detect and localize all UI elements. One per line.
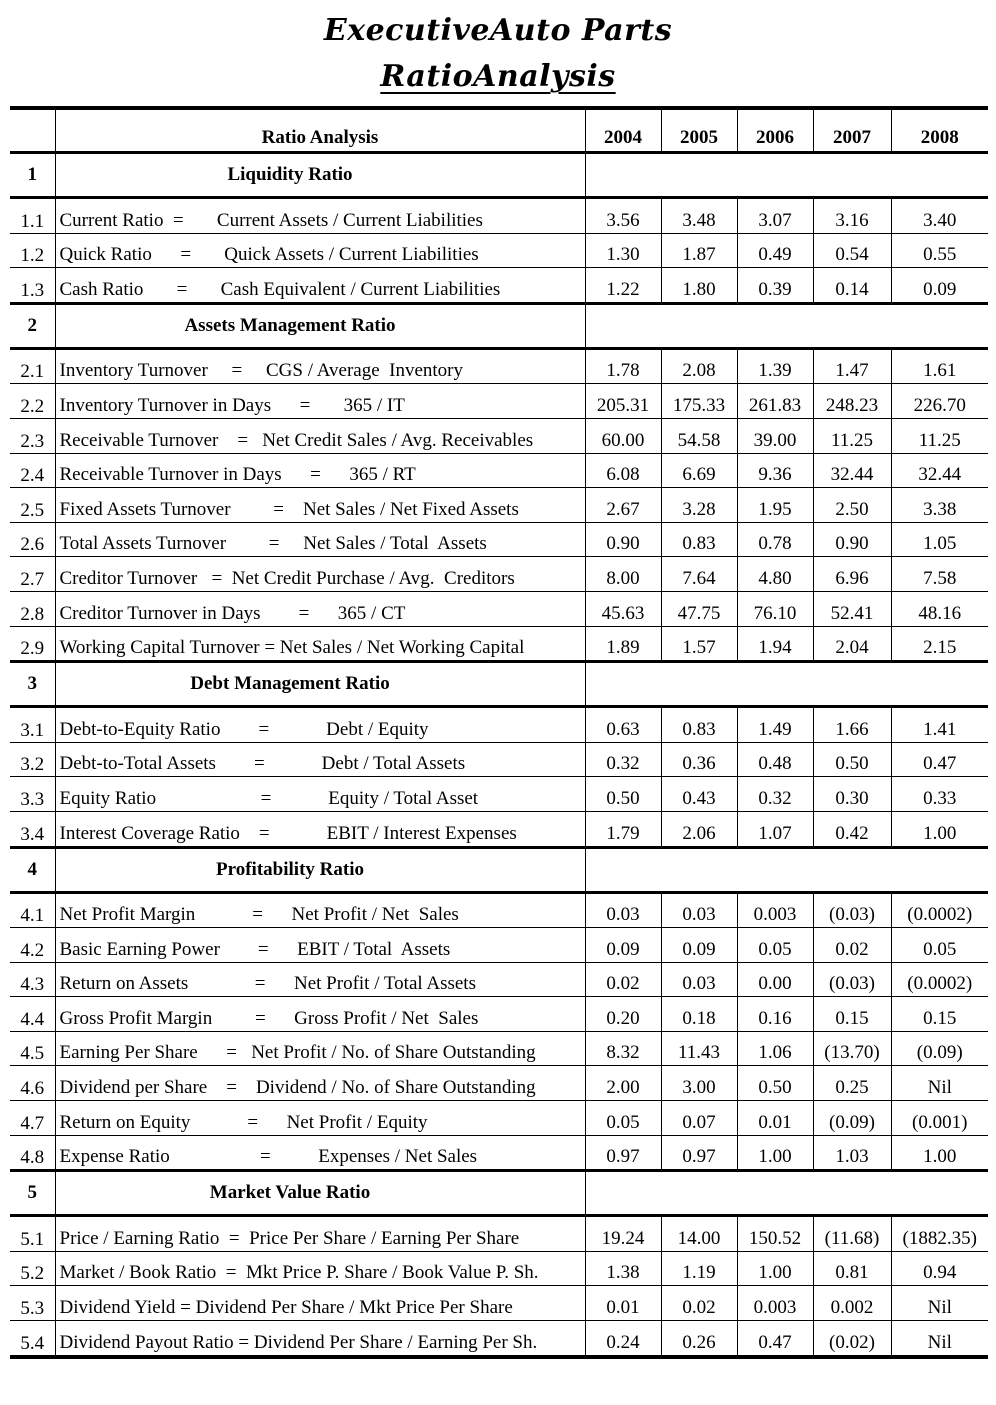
value-2004: 2.67 <box>585 488 661 523</box>
ratio-formula: Debt-to-Equity Ratio = Debt / Equity <box>55 707 585 743</box>
value-2008: 0.33 <box>891 777 988 812</box>
ratio-formula: Current Ratio = Current Assets / Current Liabilities <box>55 198 585 234</box>
ratio-formula: Dividend Yield = Dividend Per Share / Mkt Price Per Share <box>55 1286 585 1321</box>
table-row <box>10 557 988 592</box>
value-2005: 0.26 <box>661 1321 737 1357</box>
value-2007: 0.15 <box>813 997 891 1032</box>
row-number: 4.8 <box>10 1135 55 1171</box>
value-2005: 0.07 <box>661 1101 737 1136</box>
table-row <box>10 1216 988 1252</box>
value-2007: 0.25 <box>813 1066 891 1101</box>
value-2008: 0.09 <box>891 268 988 304</box>
table-row <box>10 348 988 384</box>
value-2004: 8.00 <box>585 557 661 592</box>
row-number: 2.5 <box>10 488 55 523</box>
table-row <box>10 777 988 812</box>
value-2005: 0.97 <box>661 1135 737 1171</box>
value-2005: 0.09 <box>661 928 737 963</box>
value-2008: Nil <box>891 1321 988 1357</box>
value-2005: 0.03 <box>661 892 737 928</box>
table-row <box>10 1031 988 1066</box>
value-2004: 3.56 <box>585 198 661 234</box>
ratio-formula: Price / Earning Ratio = Price Per Share / Earning Per Share <box>55 1216 585 1252</box>
value-2007: 0.02 <box>813 928 891 963</box>
value-2008: 3.40 <box>891 198 988 234</box>
table-row <box>10 198 988 234</box>
header-year-2006: 2006 <box>737 108 813 153</box>
ratio-formula: Cash Ratio = Cash Equivalent / Current Liabilities <box>55 268 585 304</box>
table-row <box>10 707 988 743</box>
value-2004: 0.24 <box>585 1321 661 1357</box>
value-2006: 0.47 <box>737 1321 813 1357</box>
value-2007: 0.54 <box>813 233 891 268</box>
value-2008: 32.44 <box>891 453 988 488</box>
value-2005: 1.80 <box>661 268 737 304</box>
value-2004: 6.08 <box>585 453 661 488</box>
value-2004: 0.32 <box>585 742 661 777</box>
row-number: 2.4 <box>10 453 55 488</box>
value-2007: 3.16 <box>813 198 891 234</box>
section-blank-cell <box>585 153 988 198</box>
value-2005: 0.83 <box>661 522 737 557</box>
value-2007: 248.23 <box>813 384 891 419</box>
value-2006: 0.50 <box>737 1066 813 1101</box>
value-2006: 0.003 <box>737 892 813 928</box>
value-2005: 3.00 <box>661 1066 737 1101</box>
value-2008: 2.15 <box>891 626 988 662</box>
value-2007: 1.03 <box>813 1135 891 1171</box>
table-row <box>10 418 988 453</box>
value-2004: 1.89 <box>585 626 661 662</box>
document-title: ExecutiveAuto Parts <box>323 13 673 48</box>
table-row <box>10 1321 988 1357</box>
value-2007: (0.02) <box>813 1321 891 1357</box>
table-row <box>10 1066 988 1101</box>
section-number: 4 <box>10 847 55 892</box>
value-2007: 0.90 <box>813 522 891 557</box>
row-number: 2.2 <box>10 384 55 419</box>
value-2007: 0.81 <box>813 1251 891 1286</box>
value-2005: 7.64 <box>661 557 737 592</box>
value-2005: 2.08 <box>661 348 737 384</box>
value-2008: (0.001) <box>891 1101 988 1136</box>
value-2006: 0.49 <box>737 233 813 268</box>
value-2005: 11.43 <box>661 1031 737 1066</box>
value-2006: 0.01 <box>737 1101 813 1136</box>
value-2008: (0.0002) <box>891 962 988 997</box>
row-number: 2.7 <box>10 557 55 592</box>
value-2006: 4.80 <box>737 557 813 592</box>
row-number: 1.2 <box>10 233 55 268</box>
value-2006: 0.00 <box>737 962 813 997</box>
value-2006: 1.39 <box>737 348 813 384</box>
value-2008: 48.16 <box>891 591 988 626</box>
header-year-2008: 2008 <box>891 108 988 153</box>
value-2004: 0.03 <box>585 892 661 928</box>
section-blank-cell <box>585 662 988 707</box>
value-2004: 19.24 <box>585 1216 661 1252</box>
ratio-formula: Gross Profit Margin = Gross Profit / Net Sales <box>55 997 585 1032</box>
section-title: Profitability Ratio <box>55 847 585 892</box>
value-2008: 226.70 <box>891 384 988 419</box>
row-number: 4.3 <box>10 962 55 997</box>
value-2004: 0.97 <box>585 1135 661 1171</box>
value-2006: 76.10 <box>737 591 813 626</box>
ratio-formula: Market / Book Ratio = Mkt Price P. Share / Book Value P. Sh. <box>55 1251 585 1286</box>
ratio-analysis-table <box>10 106 988 1359</box>
value-2008: 1.41 <box>891 707 988 743</box>
table-row <box>10 742 988 777</box>
ratio-formula: Equity Ratio = Equity / Total Asset <box>55 777 585 812</box>
ratio-formula: Receivable Turnover in Days = 365 / RT <box>55 453 585 488</box>
table-header-row <box>10 108 988 153</box>
table-row <box>10 268 988 304</box>
value-2006: 0.48 <box>737 742 813 777</box>
value-2006: 1.00 <box>737 1251 813 1286</box>
value-2007: (0.03) <box>813 962 891 997</box>
ratio-formula: Working Capital Turnover = Net Sales / Net Working Capital <box>55 626 585 662</box>
row-number: 4.1 <box>10 892 55 928</box>
value-2007: (11.68) <box>813 1216 891 1252</box>
value-2007: 2.04 <box>813 626 891 662</box>
row-number: 5.4 <box>10 1321 55 1357</box>
value-2006: 9.36 <box>737 453 813 488</box>
value-2006: 0.78 <box>737 522 813 557</box>
section-row <box>10 1171 988 1216</box>
value-2007: (0.03) <box>813 892 891 928</box>
value-2004: 1.78 <box>585 348 661 384</box>
header-year-2007: 2007 <box>813 108 891 153</box>
section-number: 2 <box>10 303 55 348</box>
ratio-formula: Basic Earning Power = EBIT / Total Assets <box>55 928 585 963</box>
ratio-formula: Creditor Turnover in Days = 365 / CT <box>55 591 585 626</box>
value-2008: 1.00 <box>891 1135 988 1171</box>
row-number: 5.3 <box>10 1286 55 1321</box>
ratio-formula: Net Profit Margin = Net Profit / Net Sales <box>55 892 585 928</box>
table-row <box>10 997 988 1032</box>
value-2004: 2.00 <box>585 1066 661 1101</box>
section-title: Debt Management Ratio <box>55 662 585 707</box>
value-2008: 3.38 <box>891 488 988 523</box>
ratio-formula: Creditor Turnover = Net Credit Purchase / Avg. Creditors <box>55 557 585 592</box>
value-2008: (0.0002) <box>891 892 988 928</box>
value-2005: 0.02 <box>661 1286 737 1321</box>
row-number: 2.1 <box>10 348 55 384</box>
value-2005: 175.33 <box>661 384 737 419</box>
value-2008: 0.55 <box>891 233 988 268</box>
row-number: 1.3 <box>10 268 55 304</box>
ratio-formula: Dividend Payout Ratio = Dividend Per Share / Earning Per Sh. <box>55 1321 585 1357</box>
section-title: Liquidity Ratio <box>55 153 585 198</box>
value-2004: 0.63 <box>585 707 661 743</box>
row-number: 2.3 <box>10 418 55 453</box>
table-row <box>10 1101 988 1136</box>
value-2008: (1882.35) <box>891 1216 988 1252</box>
value-2008: 1.61 <box>891 348 988 384</box>
table-row <box>10 626 988 662</box>
header-no-cell <box>10 108 55 153</box>
value-2004: 0.02 <box>585 962 661 997</box>
section-row <box>10 303 988 348</box>
value-2006: 1.06 <box>737 1031 813 1066</box>
header-year-2004: 2004 <box>585 108 661 153</box>
value-2007: 0.14 <box>813 268 891 304</box>
value-2005: 0.43 <box>661 777 737 812</box>
value-2007: 32.44 <box>813 453 891 488</box>
value-2006: 39.00 <box>737 418 813 453</box>
table-row <box>10 962 988 997</box>
ratio-formula: Earning Per Share = Net Profit / No. of Share Outstanding <box>55 1031 585 1066</box>
value-2005: 2.06 <box>661 811 737 847</box>
value-2008: (0.09) <box>891 1031 988 1066</box>
ratio-formula: Return on Assets = Net Profit / Total Assets <box>55 962 585 997</box>
table-row <box>10 233 988 268</box>
value-2006: 1.95 <box>737 488 813 523</box>
value-2004: 0.09 <box>585 928 661 963</box>
value-2004: 60.00 <box>585 418 661 453</box>
row-number: 2.9 <box>10 626 55 662</box>
value-2006: 1.94 <box>737 626 813 662</box>
row-number: 4.7 <box>10 1101 55 1136</box>
section-number: 3 <box>10 662 55 707</box>
value-2005: 1.19 <box>661 1251 737 1286</box>
value-2008: 0.94 <box>891 1251 988 1286</box>
table-row <box>10 522 988 557</box>
table-row <box>10 928 988 963</box>
value-2004: 8.32 <box>585 1031 661 1066</box>
value-2004: 1.79 <box>585 811 661 847</box>
table-row <box>10 488 988 523</box>
table-row <box>10 811 988 847</box>
value-2008: Nil <box>891 1286 988 1321</box>
value-2007: (0.09) <box>813 1101 891 1136</box>
table-row <box>10 1135 988 1171</box>
ratio-formula: Fixed Assets Turnover = Net Sales / Net Fixed Assets <box>55 488 585 523</box>
value-2007: (13.70) <box>813 1031 891 1066</box>
value-2006: 1.07 <box>737 811 813 847</box>
row-number: 3.4 <box>10 811 55 847</box>
value-2004: 45.63 <box>585 591 661 626</box>
value-2007: 0.42 <box>813 811 891 847</box>
value-2006: 0.32 <box>737 777 813 812</box>
value-2004: 0.50 <box>585 777 661 812</box>
value-2005: 3.48 <box>661 198 737 234</box>
row-number: 3.2 <box>10 742 55 777</box>
section-title: Market Value Ratio <box>55 1171 585 1216</box>
value-2008: 7.58 <box>891 557 988 592</box>
value-2006: 150.52 <box>737 1216 813 1252</box>
row-number: 3.1 <box>10 707 55 743</box>
document-subtitle: RatioAnalysis <box>380 59 616 94</box>
table-row <box>10 384 988 419</box>
ratio-formula: Quick Ratio = Quick Assets / Current Liabilities <box>55 233 585 268</box>
value-2008: 11.25 <box>891 418 988 453</box>
table-row <box>10 453 988 488</box>
ratio-formula: Inventory Turnover = CGS / Average Inventory <box>55 348 585 384</box>
value-2007: 1.47 <box>813 348 891 384</box>
row-number: 1.1 <box>10 198 55 234</box>
value-2008: 0.05 <box>891 928 988 963</box>
section-number: 5 <box>10 1171 55 1216</box>
row-number: 2.6 <box>10 522 55 557</box>
value-2007: 6.96 <box>813 557 891 592</box>
row-number: 4.5 <box>10 1031 55 1066</box>
value-2007: 0.002 <box>813 1286 891 1321</box>
row-number: 3.3 <box>10 777 55 812</box>
ratio-formula: Inventory Turnover in Days = 365 / IT <box>55 384 585 419</box>
value-2005: 47.75 <box>661 591 737 626</box>
value-2008: Nil <box>891 1066 988 1101</box>
ratio-formula: Interest Coverage Ratio = EBIT / Interest Expenses <box>55 811 585 847</box>
ratio-formula: Expense Ratio = Expenses / Net Sales <box>55 1135 585 1171</box>
row-number: 4.2 <box>10 928 55 963</box>
section-row <box>10 662 988 707</box>
value-2005: 0.03 <box>661 962 737 997</box>
row-number: 4.6 <box>10 1066 55 1101</box>
value-2004: 1.38 <box>585 1251 661 1286</box>
value-2006: 3.07 <box>737 198 813 234</box>
section-number: 1 <box>10 153 55 198</box>
value-2005: 1.87 <box>661 233 737 268</box>
table-row <box>10 1251 988 1286</box>
section-blank-cell <box>585 847 988 892</box>
value-2006: 0.003 <box>737 1286 813 1321</box>
ratio-formula: Dividend per Share = Dividend / No. of Share Outstanding <box>55 1066 585 1101</box>
value-2008: 0.15 <box>891 997 988 1032</box>
table-row <box>10 591 988 626</box>
document-title-block <box>0 8 996 100</box>
value-2004: 1.22 <box>585 268 661 304</box>
value-2005: 14.00 <box>661 1216 737 1252</box>
value-2007: 1.66 <box>813 707 891 743</box>
value-2004: 0.20 <box>585 997 661 1032</box>
value-2007: 2.50 <box>813 488 891 523</box>
value-2004: 1.30 <box>585 233 661 268</box>
header-label: Ratio Analysis <box>55 108 585 153</box>
row-number: 5.2 <box>10 1251 55 1286</box>
row-number: 4.4 <box>10 997 55 1032</box>
value-2004: 0.01 <box>585 1286 661 1321</box>
value-2006: 1.49 <box>737 707 813 743</box>
value-2005: 0.36 <box>661 742 737 777</box>
value-2007: 11.25 <box>813 418 891 453</box>
value-2004: 0.90 <box>585 522 661 557</box>
section-row <box>10 847 988 892</box>
value-2008: 0.47 <box>891 742 988 777</box>
value-2006: 1.00 <box>737 1135 813 1171</box>
value-2005: 0.83 <box>661 707 737 743</box>
header-year-2005: 2005 <box>661 108 737 153</box>
value-2007: 0.30 <box>813 777 891 812</box>
value-2006: 0.16 <box>737 997 813 1032</box>
value-2006: 261.83 <box>737 384 813 419</box>
ratio-formula: Return on Equity = Net Profit / Equity <box>55 1101 585 1136</box>
section-title: Assets Management Ratio <box>55 303 585 348</box>
value-2004: 0.05 <box>585 1101 661 1136</box>
value-2007: 52.41 <box>813 591 891 626</box>
value-2005: 6.69 <box>661 453 737 488</box>
row-number: 2.8 <box>10 591 55 626</box>
value-2007: 0.50 <box>813 742 891 777</box>
value-2008: 1.05 <box>891 522 988 557</box>
value-2006: 0.39 <box>737 268 813 304</box>
table-row <box>10 892 988 928</box>
section-blank-cell <box>585 1171 988 1216</box>
value-2005: 3.28 <box>661 488 737 523</box>
ratio-formula: Receivable Turnover = Net Credit Sales / Avg. Receivables <box>55 418 585 453</box>
table-row <box>10 1286 988 1321</box>
value-2005: 1.57 <box>661 626 737 662</box>
value-2004: 205.31 <box>585 384 661 419</box>
section-blank-cell <box>585 303 988 348</box>
value-2005: 0.18 <box>661 997 737 1032</box>
section-row <box>10 153 988 198</box>
value-2008: 1.00 <box>891 811 988 847</box>
value-2006: 0.05 <box>737 928 813 963</box>
ratio-formula: Debt-to-Total Assets = Debt / Total Assets <box>55 742 585 777</box>
row-number: 5.1 <box>10 1216 55 1252</box>
ratio-formula: Total Assets Turnover = Net Sales / Total Assets <box>55 522 585 557</box>
value-2005: 54.58 <box>661 418 737 453</box>
